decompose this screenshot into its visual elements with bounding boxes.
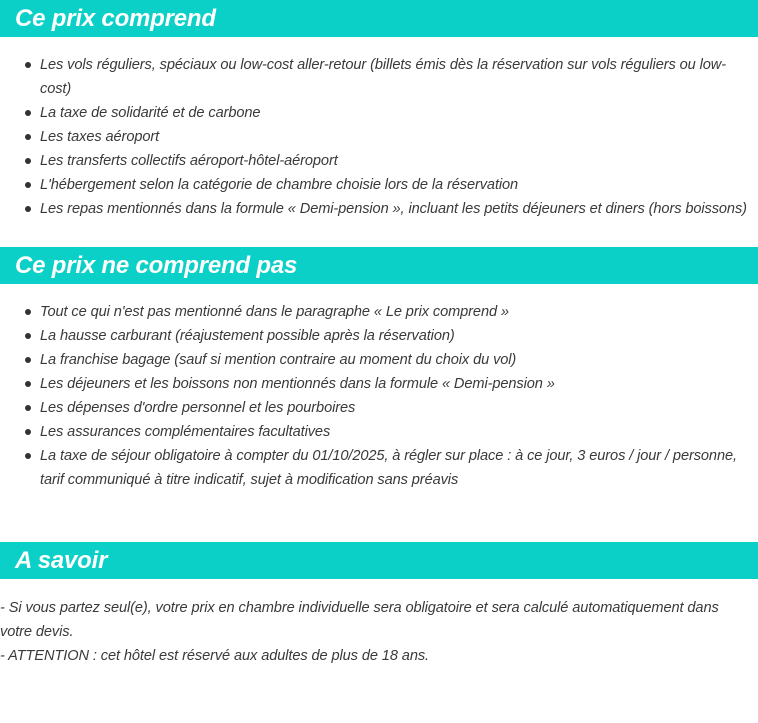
list-item: Tout ce qui n'est pas mentionné dans le paragraphe « Le prix comprend »: [0, 300, 758, 324]
bullet-icon: [25, 206, 31, 212]
section-heading-good-to-know: [0, 542, 758, 579]
list-item: Les repas mentionnés dans la formule « Demi-pension », incluant les petits déjeuners et diners (hors boissons): [0, 197, 758, 221]
list-item: Les transferts collectifs aéroport-hôtel-aéroport: [0, 149, 758, 173]
list-item: L'hébergement selon la catégorie de chambre choisie lors de la réservation: [0, 173, 758, 197]
notes: [0, 596, 758, 668]
list-item: La franchise bagage (sauf si mention contraire au moment du choix du vol): [0, 348, 758, 372]
bullet-icon: [25, 381, 31, 387]
bullet-icon: [25, 357, 31, 363]
bullet-icon: [25, 110, 31, 116]
section-good-to-know: [0, 542, 758, 668]
list-item: Les déjeuners et les boissons non mentionnés dans la formule « Demi-pension »: [0, 372, 758, 396]
note-adults-only: - ATTENTION : cet hôtel est réservé aux adultes de plus de 18 ans.: [0, 648, 429, 664]
bullet-icon: [25, 429, 31, 435]
section-title: Ce prix ne comprend pas: [15, 251, 298, 279]
section-title: A savoir: [15, 546, 108, 574]
bullet-icon: [25, 158, 31, 164]
list-item: Les dépenses d'ordre personnel et les pourboires: [0, 396, 758, 420]
section-included: [0, 0, 758, 221]
included-list: [0, 53, 758, 221]
bullet-icon: [25, 182, 31, 188]
note-single-supplement: - Si vous partez seul(e), votre prix en chambre individuelle sera obligatoire et sera calculé automatiquement dans votre devis.: [0, 600, 719, 640]
bullet-icon: [25, 333, 31, 339]
section-heading-not-included: [0, 247, 758, 284]
list-item: La hausse carburant (réajustement possible après la réservation): [0, 324, 758, 348]
section-title: Ce prix comprend: [15, 4, 216, 32]
list-item: Les vols réguliers, spéciaux ou low-cost aller-retour (billets émis dès la réservation sur vols réguliers ou low-cost): [0, 53, 758, 101]
section-heading-included: [0, 0, 758, 37]
bullet-icon: [25, 309, 31, 315]
bullet-icon: [25, 62, 31, 68]
list-item: Les assurances complémentaires facultatives: [0, 420, 758, 444]
bullet-icon: [25, 134, 31, 140]
bullet-icon: [25, 405, 31, 411]
bullet-icon: [25, 453, 31, 459]
section-not-included: [0, 247, 758, 492]
not-included-list: [0, 300, 758, 492]
list-item: Les taxes aéroport: [0, 125, 758, 149]
list-item: La taxe de solidarité et de carbone: [0, 101, 758, 125]
list-item: La taxe de séjour obligatoire à compter du 01/10/2025, à régler sur place : à ce jour, 3 euros / jour / personne, tarif communiqué à titre indicatif, sujet à modification sans préavis: [0, 444, 758, 492]
